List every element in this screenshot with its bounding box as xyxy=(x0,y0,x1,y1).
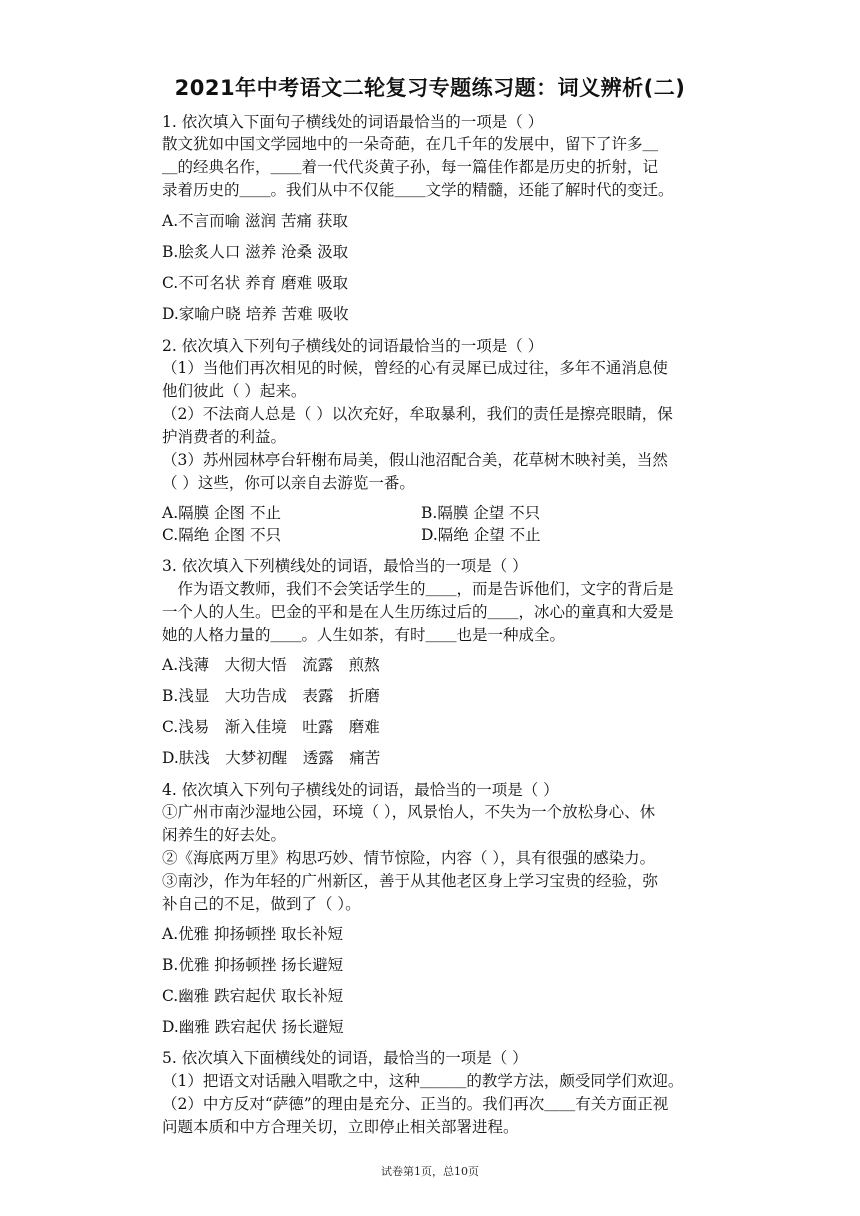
q3-stem: 3. 依次填入下列横线处的词语，最恰当的一项是（ ） xyxy=(162,557,528,575)
q1-passage-line: 散文犹如中国文学园地中的一朵奇葩，在几千年的发展中，留下了许多＿ xyxy=(162,135,659,153)
q2-passage-line: 他们彼此（ ）起来。 xyxy=(162,382,307,400)
q3-passage-line: 一个人的人生。巴金的平和是在人生历练过后的＿＿，冰心的童真和大爱是 xyxy=(162,603,674,621)
q4-option-c: C.幽雅 跌宕起伏 取长补短 xyxy=(162,987,344,1005)
page-footer: 试卷第1页，总10页 xyxy=(381,1165,479,1178)
q3-option-b: B.浅显 大功告成 表露 折磨 xyxy=(162,687,380,705)
q2-passage-line: （2）不法商人总是（ ）以次充好，牟取暴利，我们的责任是擦亮眼睛，保 xyxy=(162,405,673,423)
page-title: 2021年中考语文二轮复习专题练习题：词义辨析(二) xyxy=(174,76,686,100)
q4-option-a: A.优雅 抑扬顿挫 取长补短 xyxy=(162,925,343,943)
q2-option-b: B.隔膜 企望 不只 xyxy=(421,504,541,522)
q1-option-c: C.不可名状 养育 磨难 吸取 xyxy=(162,274,349,292)
q2-stem: 2. 依次填入下列句子横线处的词语最恰当的一项是（ ） xyxy=(162,337,544,355)
q4-option-b: B.优雅 抑扬顿挫 扬长避短 xyxy=(162,956,344,974)
q5-passage-line: （1）把语文对话融入唱歌之中，这种＿＿＿的教学方法，颇受同学们欢迎。 xyxy=(162,1072,684,1090)
q1-passage-line: 录着历史的＿＿。我们从中不仅能＿＿文学的精髓，还能了解时代的变迁。 xyxy=(162,181,674,199)
q4-passage-line: ②《海底两万里》构思巧妙、情节惊险，内容（ ），具有很强的感染力。 xyxy=(162,849,656,867)
q1-option-a: A.不言而喻 滋润 苦痛 获取 xyxy=(162,212,348,230)
q4-passage-line: 补自己的不足，做到了（ ）。 xyxy=(162,895,361,913)
q2-passage-line: （ ）这些，你可以亲自去游览一番。 xyxy=(162,474,415,492)
q4-passage-line: 闲养生的好去处。 xyxy=(162,826,287,844)
q4-passage-line: ③南沙，作为年轻的广州新区，善于从其他老区身上学习宝贵的经验，弥 xyxy=(162,872,659,890)
q2-passage-line: （1）当他们再次相见的时候，曾经的心有灵犀已成过往，多年不通消息使 xyxy=(162,359,668,377)
q2-option-c: C.隔绝 企图 不只 xyxy=(162,526,282,544)
q1-passage-line: ＿的经典名作，＿＿着一代代炎黄子孙，每一篇佳作都是历史的折射，记 xyxy=(162,158,659,176)
q4-stem: 4. 依次填入下列句子横线处的词语，最恰当的一项是（ ） xyxy=(162,781,559,799)
q2-passage-line: （3）苏州园林亭台轩榭布局美，假山池沼配合美，花草树木映衬美，当然 xyxy=(162,451,668,469)
q1-option-b: B.脍炙人口 滋养 沧桑 汲取 xyxy=(162,243,349,261)
q3-passage-line: 她的人格力量的＿＿。人生如茶，有时＿＿也是一种成全。 xyxy=(162,626,566,644)
q2-option-a: A.隔膜 企图 不止 xyxy=(162,504,281,522)
q3-option-c: C.浅易 渐入佳境 吐露 磨难 xyxy=(162,718,380,736)
q5-stem: 5. 依次填入下面横线处的词语，最恰当的一项是（ ） xyxy=(162,1049,528,1067)
q3-option-a: A.浅薄 大彻大悟 流露 煎熬 xyxy=(162,656,380,674)
q1-option-d: D.家喻户晓 培养 苦难 吸收 xyxy=(162,305,349,323)
q5-passage-line: （2）中方反对“萨德”的理由是充分、正当的。我们再次＿＿有关方面正视 xyxy=(162,1095,669,1113)
q2-passage-line: 护消费者的利益。 xyxy=(162,428,287,446)
q4-passage-line: ①广州市南沙湿地公园，环境（ ），风景怡人，不失为一个放松身心、休 xyxy=(162,803,656,821)
q2-option-d: D.隔绝 企望 不止 xyxy=(421,526,541,544)
q3-option-d: D.肤浅 大梦初醒 透露 痛苦 xyxy=(162,749,381,767)
q4-option-d: D.幽雅 跌宕起伏 扬长避短 xyxy=(162,1018,344,1036)
q5-passage-line: 问题本质和中方合理关切，立即停止相关部署进程。 xyxy=(162,1118,519,1136)
q1-stem: 1. 依次填入下面句子横线处的词语最恰当的一项是（ ） xyxy=(162,113,544,131)
q3-passage-line: 作为语文教师，我们不会笑话学生的＿＿，而是告诉他们，文字的背后是 xyxy=(162,580,674,598)
